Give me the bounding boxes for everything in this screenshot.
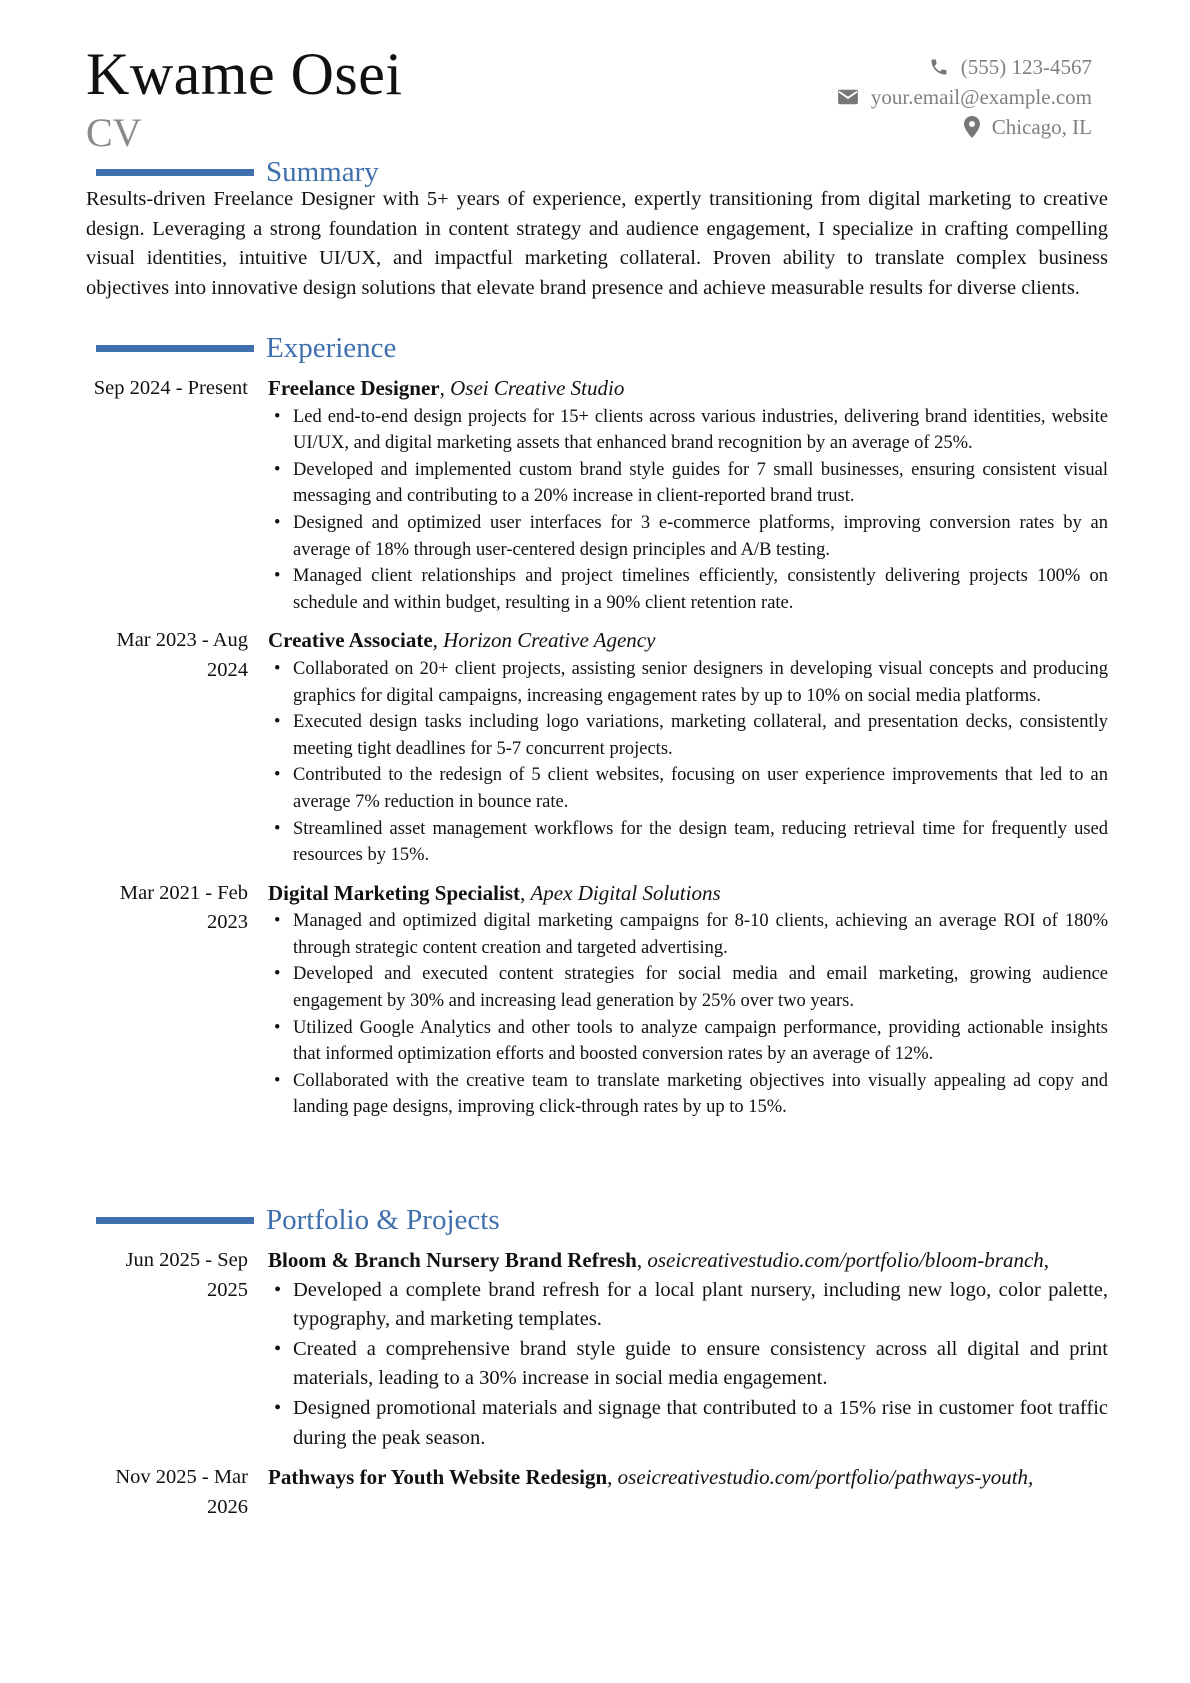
section-title-summary: Summary [266, 155, 379, 188]
section-rule [96, 169, 254, 176]
entry-organization: Horizon Creative Agency [443, 628, 656, 653]
entry-role: Creative Associate [268, 628, 433, 653]
section-heading-projects [96, 1202, 500, 1238]
project-title: Bloom & Branch Nursery Brand Refresh [268, 1248, 637, 1272]
phone-icon [929, 57, 949, 77]
bullet-item: • Contributed to the redesign of 5 client websites, focusing on user experience improvements that led to an average 7% reduction in bounce rate. [268, 762, 1108, 815]
entry-body [268, 374, 1108, 616]
bullet-item: • Developed and implemented custom brand style guides for 7 small businesses, ensuring consistent visual messaging and contributing to a 20% increase in client-reported brand trust. [268, 457, 1108, 510]
contact-location [837, 112, 1092, 142]
bullet-item: • Managed and optimized digital marketing campaigns for 8-10 clients, achieving an average ROI of 180% through strategic content creation and targeted advertising. [268, 908, 1108, 961]
bullet-item: • Developed and executed content strategies for social media and email marketing, growing audience engagement by 30% and increasing lead generation by 25% over two years. [268, 961, 1108, 1014]
contact-email [837, 82, 1092, 112]
bullet-item: • Collaborated on 20+ client projects, assisting senior designers in developing visual concepts and producing graphics for digital campaigns, increasing engagement rates by up to 10% on social media platforms. [268, 656, 1108, 709]
entry-heading: Freelance Designer, Osei Creative Studio [268, 376, 625, 400]
email-address[interactable]: your.email@example.com [870, 84, 1092, 109]
bullet-list [268, 404, 1108, 617]
section-rule [96, 1217, 254, 1224]
experience-entry [86, 626, 1108, 868]
entry-body [268, 1246, 1108, 1453]
entry-date: Jun 2025 - Sep 2025 [125, 1249, 248, 1301]
summary-paragraph: Results-driven Freelance Designer with 5+ years of experience, expertly transitioning from digital marketing to creative design. Leveraging a strong foundation in content strategy and audience engagement, I specialize in crafting compelling visual identities, intuitive UI/UX, and impactful marketing collateral. Proven ability to translate complex business objectives into innovative design solutions that elevate brand presence and achieve measurable results for diverse clients. [86, 188, 1108, 299]
bullet-list [268, 1276, 1108, 1454]
envelope-icon [837, 88, 859, 106]
entry-date: Mar 2023 - Aug 2024 [116, 629, 248, 681]
map-marker-icon [964, 116, 980, 138]
experience-entry [86, 374, 1108, 616]
entry-heading: Pathways for Youth Website Redesign, oseicreativestudio.com/portfolio/pathways-youth, [268, 1465, 1034, 1490]
bullet-list [268, 656, 1108, 869]
phone-number[interactable]: (555) 123-4567 [960, 54, 1092, 79]
bullet-item: • Utilized Google Analytics and other tools to analyze campaign performance, providing actionable insights that informed optimization efforts and boosted conversion rates by an average of 12%. [268, 1015, 1108, 1068]
candidate-name: Kwame Osei [86, 41, 403, 107]
experience-list [86, 374, 1108, 1131]
entry-body [268, 626, 1108, 868]
entry-body [268, 1463, 1108, 1522]
section-title-experience: Experience [266, 331, 397, 364]
bullet-item: • Designed and optimized user interfaces for 3 e-commerce platforms, improving conversion rates by an average of 18% through user-centered design principles and A/B testing. [268, 510, 1108, 563]
entry-body [268, 879, 1108, 1121]
entry-date: Sep 2024 - Present [93, 377, 248, 399]
project-link[interactable]: oseicreativestudio.com/portfolio/bloom-branch, [647, 1248, 1050, 1272]
bullet-item: • Created a comprehensive brand style guide to ensure consistency across all digital and print materials, leading to a 30% increase in social media engagement. [268, 1335, 1108, 1394]
projects-list [86, 1246, 1108, 1532]
entry-organization: Apex Digital Solutions [530, 880, 721, 905]
bullet-item: • Streamlined asset management workflows for the design team, reducing retrieval time for frequently used resources by 15%. [268, 816, 1108, 869]
section-title-projects: Portfolio & Projects [266, 1203, 500, 1236]
document-subtitle: CV [86, 110, 142, 155]
section-heading-experience [96, 330, 396, 366]
entry-date: Mar 2021 - Feb 2023 [119, 881, 248, 934]
location-text: Chicago, IL [991, 114, 1092, 139]
project-link[interactable]: oseicreativestudio.com/portfolio/pathways-youth, [617, 1465, 1034, 1490]
bullet-item: • Led end-to-end design projects for 15+ clients across various industries, delivering brand identities, website UI/UX, and digital marketing assets that enhanced brand recognition by an average of 25%. [268, 404, 1108, 457]
project-entry [86, 1246, 1108, 1453]
bullet-item: • Managed client relationships and project timelines efficiently, consistently delivering projects 100% on schedule and within budget, resulting in a 90% client retention rate. [268, 563, 1108, 616]
project-entry [86, 1463, 1108, 1522]
bullet-item: • Developed a complete brand refresh for a local plant nursery, including new logo, color palette, typography, and marketing templates. [268, 1276, 1108, 1335]
experience-entry [86, 879, 1108, 1121]
bullet-item: • Collaborated with the creative team to translate marketing objectives into visually appealing ad copy and landing page designs, improving click-through rates by up to 15%. [268, 1068, 1108, 1121]
entry-heading: Creative Associate, Horizon Creative Agency [268, 628, 656, 653]
entry-heading: Digital Marketing Specialist, Apex Digital Solutions [268, 880, 721, 905]
bullet-list [268, 908, 1108, 1121]
entry-role: Digital Marketing Specialist [268, 880, 520, 905]
entry-organization: Osei Creative Studio [450, 376, 625, 400]
entry-role: Freelance Designer [268, 376, 440, 400]
project-title: Pathways for Youth Website Redesign [268, 1465, 608, 1490]
entry-date: Nov 2025 - Mar 2026 [115, 1466, 248, 1518]
bullet-item: • Executed design tasks including logo variations, marketing collateral, and presentation decks, consistently meeting tight deadlines for 5-7 concurrent projects. [268, 709, 1108, 762]
section-rule [96, 345, 254, 352]
entry-heading: Bloom & Branch Nursery Brand Refresh, oseicreativestudio.com/portfolio/bloom-branch, [268, 1248, 1050, 1272]
contact-block [837, 52, 1092, 142]
bullet-item: • Designed promotional materials and signage that contributed to a 15% rise in customer foot traffic during the peak season. [268, 1394, 1108, 1453]
contact-phone [837, 52, 1092, 82]
